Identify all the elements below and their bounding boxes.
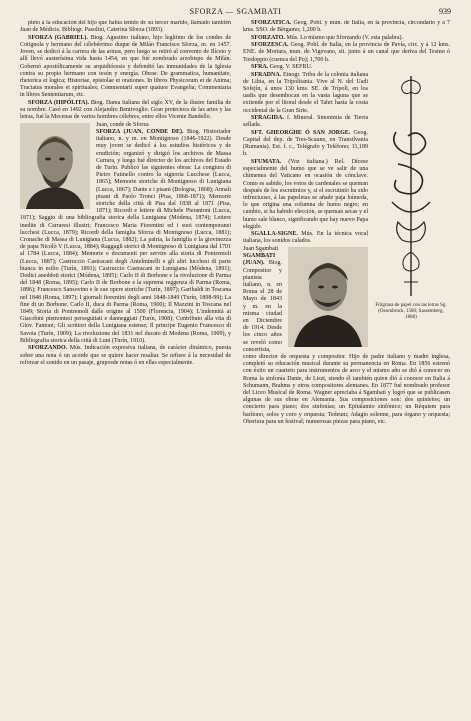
- entry-head: SFORZANDO.: [28, 345, 68, 352]
- entry-sfumata: SFUMATA. (Voz italiana.) Rel. Dícese especialmente del humo que se ve salir de una chimenea del Vaticano en ocasión de cónclave. Como es sabido, los votos de cardenales se queman después de los escrutinios y, si el escrutinio ha sido infructuoso, á las papeletas se añade paja húmeda, lo que origina una columna de humo negro; en cambio, si ha habido elección, se queman secas y el humo sale blanco, significando que hay nuevo Papa elegido.: [243, 158, 368, 230]
- filigree-caption: Filigrana de papel con las letras Sg. (Ossenbruck, 1580; Sassemberg, 1888): [375, 302, 447, 320]
- right-column: SFORZATICA. Geog. Pobl. y mun. de Italia, en la provincia, circondario y á 7 kms. SSO. de Bérgamo; 1,200 h. SFORZATO. Mús. Lo mismo que Sforzando (V. esta palabra). SFORZESCA. Geog. Pobl. de Italia, en la provincia de Pavía, circ. y á 12 kms. ENE. de Mortara, mun. de Vigevano, sit. junto á un canal que deriva del Tesino ó Tordoppio (cuenca del Po); 1,700 h. SFRA. Geog. V. SEFRU. Filigrana de papel con las letras Sg. (Ossenbruck, 1580; Sassemberg, 1888) SFRADNA. Etnogr. Tribu de la colonia italiana de Libia, en la Tripolitania. Vive al N. del Uadi Sofejín, á unos 130 kms. SE. de Trípoli, en los uadis que desembocan en la vasta laguna que se extiende por el litoral desde el Tahrt hasta la costa occidental de la Gran Sirte. SFRAGIDA. f. Mineral. Sinonimia de Tierra sellada. SFT. GHEORGHE Ó SAN JORGE. Geog. Capital del dep. de Tres-Scaune, en Transilvania (Rumania). Est. f. c., Telégrafo y Teléfono; 11,189 h. SFUMATA. (Voz italiana.) Rel. Dícese especialmente del humo que se ve salir de una chimenea del Vaticano en ocasión de cónclave. Como es sabido, los votos de cardenales se queman después de los escrutinios y, si el escrutinio ha sido infructuoso, á las papeletas se añade paja húmeda, lo que origina una columna de humo negro; en cambio, si ha habido elección, se queman secas y el humo sale blanco, significando que hay nuevo Papa elegido. SGALLA-SIGNE. Mús. En la técnica vocal italiana, los sonidos calados. Juan Sgambati SGAMBATI (JUAN). Biog. Compositor y pianista italiano, n. en Roma el 28 de Mayo de 1843 y m. en la misma ciudad en Diciembre de 1914. Desde los cinco años se reveló como concertista, como director de orquesta y compositor. Hijo de padre italiano y madre inglesa, completó su educación musical durante su permanencia en Roma. En 1856 estrenó con éxito un cuarteto para instrumentos de arco y el mismo año se dió á conocer en Roma la sinfonía Dante, de Liszt, siendo él también quien dió á conocer en Italia á Schumann, Brahms y otros compositores alemanes. En 1877 fué nombrado profesor del Liceo Musical de Roma. Wagner apreciaba á Sgambati y logró que se publicasen algunas de sus obras en Alemania. Sus composiciones son: dos quintetos; un concierto para piano; dos sinfonías; un Epitalamio sinfónico; un Réquiem para barítono, solos y coro y orquesta; Tedeum; Adagio solenne, para órgano y orquesta; Obertura para un festival; numerosas piezas para piano, etc.: [243, 20, 450, 425]
- entry-head: SFRA.: [251, 64, 269, 71]
- entry-head: SFORZATO.: [251, 34, 285, 41]
- entry-head: SFORZATICA.: [251, 20, 292, 26]
- entry-head: SFORZA (JUAN, CONDE DE).: [96, 128, 184, 135]
- entry-sft-gheorghe: SFT. GHEORGHE Ó SAN JORGE. Geog. Capital del dep. de Tres-Scaune, en Transilvania (Rumania). Est. f. c., Telégrafo y Teléfono; 11,189 h.: [243, 129, 368, 158]
- entry-head: SFRAGIDA.: [251, 115, 284, 122]
- entry-head: SFORZA (HIPÓLITA).: [28, 99, 89, 106]
- portrait-sgambati-image: [288, 247, 368, 347]
- filigree-image: [372, 72, 450, 300]
- entry-sforza-hipolita: SFORZA (HIPÓLITA). Biog. Dama italiana del siglo XV, de la ilustre familia de su nombre. Casó en 1492 con Alejandro Bentivoglio. Gran protectora de las artes y las letras, fué la Mecenas de varios hombres célebres, entre ellos Vicente Bandello.: [20, 99, 231, 121]
- entry-sforzando: SFORZANDO. Mús. Indicación expresiva italiana, de carácter dinámico, puesta sobre una nota ó un acorde que se quiere hacer resaltar. Se refiere á la necesidad de reforzar el sonido en un pasaje, gruposde notas ó en ellas especialmente.: [20, 345, 231, 366]
- portrait-sforza-caption: Juan, conde de Sforza: [96, 121, 149, 128]
- entry-head: SFRADNA.: [251, 71, 282, 78]
- running-header: [0, 7, 471, 19]
- portrait-sgambati-caption: Juan Sgambati: [243, 245, 279, 252]
- entry-sforzesca: SFORZESCA. Geog. Pobl. de Italia, en la provincia de Pavía, circ. y á 12 kms. ENE. de Mortara, mun. de Vigevano, sit. junto á un canal que deriva del Tesino ó Tordoppio (cuenca del Po); 1,700 h.: [243, 42, 450, 63]
- entry-head: SGAMBATI (JUAN).: [243, 253, 276, 267]
- entry-head: SGALLA-SIGNE.: [251, 231, 298, 238]
- entry-sfra: SFRA. Geog. V. SEFRU.: [251, 64, 313, 71]
- entry-head: SFUMATA.: [251, 158, 282, 165]
- entry-sfradna: SFRADNA. Etnogr. Tribu de la colonia italiana de Libia, en la Tripolitania. Vive al N. del Uadi Sofejín, á unos 130 kms. SE. de Trípoli, en los uadis que desembocan en la vasta laguna que se extiende por el litoral desde el Tahrt hasta la costa occidental de la Gran Sirte.: [243, 71, 369, 114]
- entry-sgalla-signe: SGALLA-SIGNE. Mús. En la técnica vocal italiana, los sonidos calados.: [243, 231, 368, 245]
- entry-sforzatica: SFORZATICA. Geog. Pobl. y mun. de Italia, en la provincia, circondario y á 7 kms. SSO. de Bérgamo; 1,200 h.: [243, 20, 450, 34]
- header-title: SFORZA — SGAMBATI: [189, 7, 282, 16]
- left-column: pleto á la educación del hijo que había tenido de su tercer marido, llamado también Juan de Médicis. Bibliogr. Pasolini, Caterina Sforza (1893). SFORZA (GABRIEL). Biog. Agustino italiano, hijo legítimo de los condes de Cotignola y hermano del célebérrimo duque de Milán Francisco Sforza, m. en 1457. Joven, se dedicó á la carrera de las armas, pero luego se retiró al convento de Ilíceto y allí llevó austerísima vida hasta 1454, en que fué nombrado arzobispo de Milán. Gobernó apostólicamente su arquidiócesis y defendió las inmunidades de la Iglesia contra su propio hermano con tesón y energía. Obras: De grammatica, humanitate, rhetorica et logica; Historiae, epistolae et orationes. In libros Physicorum et de Anima; Tractatus morales et spirituales; Commentarii super quatuor Evangelia; Commentaria in libros Sententiarum, etc. SFORZA (HIPÓLITA). Biog. Dama italiana del siglo XV, de la ilustre familia de su nombre. Casó en 1492 con Alejandro Bentivoglio. Gran protectora de las artes y las letras, fué la Mecenas de varios hombres célebres, entre ellos Vicente Bandello. Juan, conde de Sforza SFORZA (JUAN, CONDE DE). Biog. Historiador italiano, n. y m. en Montignoso (1846-1922). Desde muy joven se dedicó á los estudios históricos y de erudición; organizó y dirigió los archivos de Massa Carrara, y luego fué director de los archivos del Estado de Turín. Publicó las siguientes obras: La congiura di Pietro Fatinello contro la signoria Lucchese (Lucca, 1865); Memorie storiche di Montignoso di Lunigiana (Lucca, 1867); Dante e i pisani (Bologna, 1868); Annali pisani di Paolo Tronci (Pisa, 1868-1871); Memorie storiche della città di Pisa dal 1838 al 1871 (Pisa, 1871); Ricordi e lettere di Michele Pierantoni (Lucca, 1871); Saggio di una bibliografia storica della Lunigiana (Módena, 1874); Lettere inedite di Carraresi illustri; Francesco Maria Fiorentini ed i suoi contemporanei lucchesi (Lucca, 1879); Ricordi della famiglia Sforza di Montignoso (Lucca, 1881); Cronache di Massa di Lunigiana (Lucca, 1882); La patria, la famiglia e la giovinezza de papa Nicolò V (Lucca, 1884); Raggagli storici di Montignoso di Lunigiana dal 1701 al 1784 (Lucca, 1884); Memorie e documenti per servire alla storia di Pontremoli (Lucca, 1887); Castruccio Castracani degli Antelminelli e gli altri lucchesi di parte bianca in esilio (Turín, 1891); Castruccio Castracani in Lunigiana (Módena, 1891); Dodici aneddoti storici (Módena, 1895); Carlo II di Borbone e la rivoluzione di Parma del 1848 (Roma, 1895); Carlo II de Borbone e la suprema reggenza di Parma (Roma, 1896); Francesco Sansovino e le sue opere storiche (Turín, 1897); Garibaldi in Toscana nel 1848 (Roma, 1897); I giornali fiorentini degli anni 1848-1849 (Turín, 1898-99); La fine di un Borbone. Carlo II, duca di Parma (Roma, 1900); Il Mazzini in Toscana nel 1849; Storia di Pontremoli dalle origine al 1500 (Florencia, 1904); L'indennità ai Giacobini piemontesi perseguitati e danneggiati (Turín, 1908); Contributo alla vita di Giov. Fantoni; Gli scrittori della Lunigiana estense; Il principe Eugenio Francesco di Savoia (Turín, 1909); La rivoluzione del 1831 nel ducato di Modena (Roma, 1909), y Bibliografia storica della città di Luni (Turín, 1910). SFORZANDO. Mús. Indicación expresiva italiana, de carácter dinámico, puesta sobre una nota ó un acorde que se quiere hacer resaltar. Se refiere á la necesidad de reforzar el sonido en un pasaje, gruposde notas ó en ellas especialmente.: [20, 20, 231, 366]
- entry-sfragida: SFRAGIDA. f. Mineral. Sinonimia de Tierra sellada.: [243, 115, 368, 129]
- entry-sforzato: SFORZATO. Mús. Lo mismo que Sforzando (V. esta palabra).: [251, 34, 403, 41]
- portrait-sforza-figure: [20, 123, 90, 209]
- entry-head: SFT. GHEORGHE Ó SAN JORGE.: [251, 129, 351, 136]
- portrait-sforza-image: [20, 123, 90, 209]
- entry-head: SFORZESCA.: [251, 42, 289, 49]
- entry-head: SFORZA (GABRIEL).: [28, 34, 88, 41]
- filigree-figure: [372, 72, 450, 322]
- entry-continuation: pleto á la educación del hijo que había tenido de su tercer marido, llamado también Juan de Médicis. Bibliogr. Pasolini, Caterina Sforza (1893).: [20, 20, 231, 34]
- entry-sforza-gabriel: SFORZA (GABRIEL). Biog. Agustino italiano, hijo legítimo de los condes de Cotignola y hermano del célebérrimo duque de Milán Francisco Sforza, m. en 1457. Joven, se dedicó á la carrera de las armas, pero luego se retiró al convento de Ilíceto y allí llevó austerísima vida hasta 1454, en que fué nombrado arzobispo de Milán. Gobernó apostólicamente su arquidiócesis y defendió las inmunidades de la Iglesia contra su propio hermano con tesón y energía. Obras: De grammatica, humanitate, rhetorica et logica; Historiae, epistolae et orationes. In libros Physicorum et de Anima; Tractatus morales et spirituales; Commentarii super quatuor Evangelia; Commentaria in libros Sententiarum, etc.: [20, 34, 231, 99]
- portrait-sgambati-figure: [288, 247, 368, 347]
- page-number: 939: [439, 7, 451, 16]
